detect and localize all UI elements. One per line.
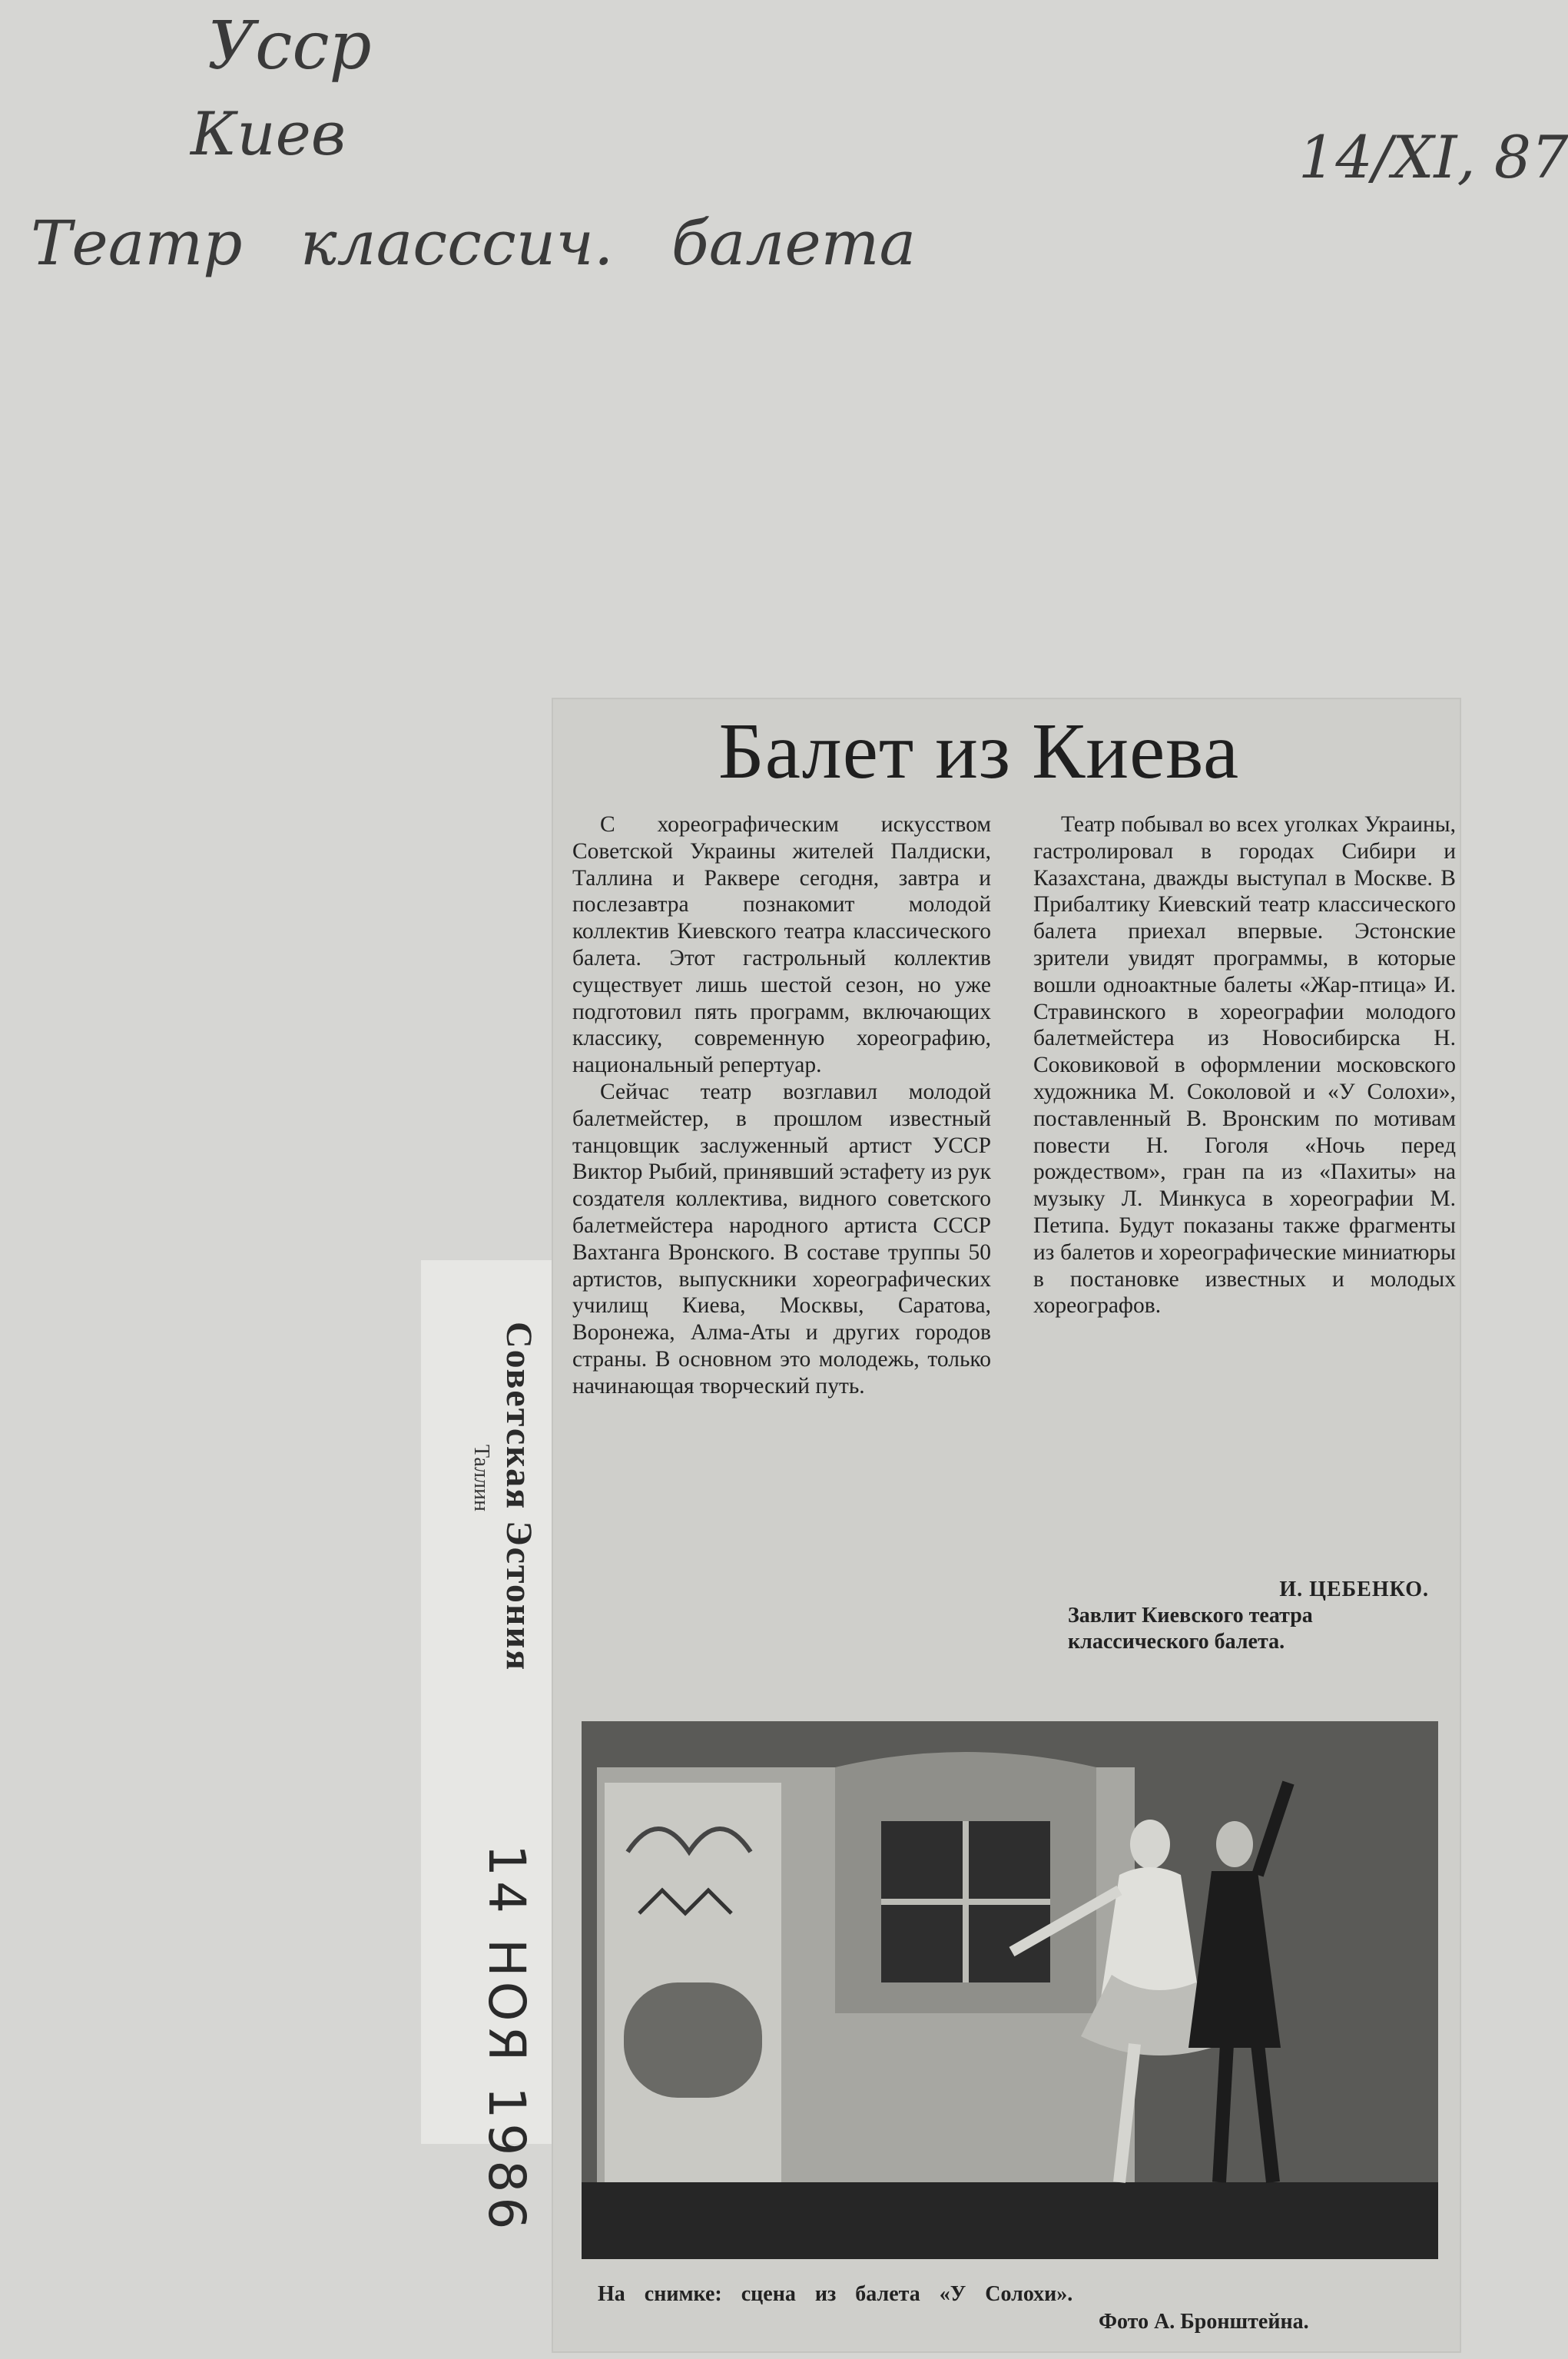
stamp-newspaper-name: Советская Эстония [499, 1322, 539, 1672]
author-position: Завлит Киевского театра классического балета. [1068, 1604, 1313, 1654]
photo-illustration [582, 1721, 1438, 2259]
article-paragraph: Сейчас театр возглавил молодой балетмейстер, в прошлом известный танцовщик заслуженный артист УССР Виктор Рыбий, принявший эстафету из рук создателя коллектива, видного советского балетмейстера народного артиста СССР Вахтанга Вронского. В составе труппы 50 артистов, выпускники хореографических училищ Киева, Москвы, Саратова, Воронежа, Алма-Аты и других городов страны. В основном это молодежь, только начинающая творческий путь. [572, 1079, 991, 1398]
newspaper-stamp-strip [421, 1260, 559, 2235]
stamp-city: Таллин [469, 1445, 493, 1511]
article-paragraph: С хореографическим искусством Советской Украины жителей Палдиски, Таллина и Раквере сегодня, завтра и послезавтра познакомит молодой коллектив Киевского театра классического балета. Этот гастрольный коллектив существует лишь шестой сезон, но уже подготовил пять программ, включающих классику, современную хореографию, национальный репертуар. [572, 812, 991, 1078]
author-name: И. ЦЕБЕНКО. [1279, 1578, 1429, 1601]
handwritten-region-note: Усср [207, 8, 372, 85]
ballet-scene-photo [582, 1721, 1438, 2259]
handwritten-theatre-note: Театр класссич. балета [31, 207, 917, 279]
article-author [1068, 1577, 1429, 1655]
article-right-column [1033, 811, 1456, 1319]
article-headline: Балет из Киева [718, 707, 1240, 795]
photo-caption: На снимке: сцена из балета «У Солохи». [598, 2282, 1073, 2306]
article-left-column [572, 811, 991, 1400]
handwritten-city-note: Киев [191, 100, 346, 169]
stamp-date: 14 НОЯ 1986 [477, 1844, 536, 2235]
photo-credit: Фото А. Бронштейна. [1099, 2310, 1309, 2334]
article-paragraph: Театр побывал во всех уголках Украины, гастролировал в городах Сибири и Казахстана, дважды выступал в Москве. В Прибалтику Киевский театр классического балета приехал впервые. Эстонские зрители увидят программы, в которые вошли одноактные балеты «Жар-птица» И. Стравинского в хореографии молодого балетмейстера из Новосибирска Н. Соковиковой в оформлении московского художника М. Соколовой и «У Солохи», поставленный В. Вронским по мотивам повести Н. Гоголя «Ночь перед рождеством», гран па из «Пахиты» на музыку Л. Минкуса в хореографии М. Петипа. Будут показаны также фрагменты из балетов и хореографические миниатюры в постановке известных и молодых хореографов. [1033, 812, 1456, 1319]
newspaper-stamp [469, 1322, 540, 1671]
handwritten-date-note: 14/XI, 87 [1298, 123, 1568, 191]
